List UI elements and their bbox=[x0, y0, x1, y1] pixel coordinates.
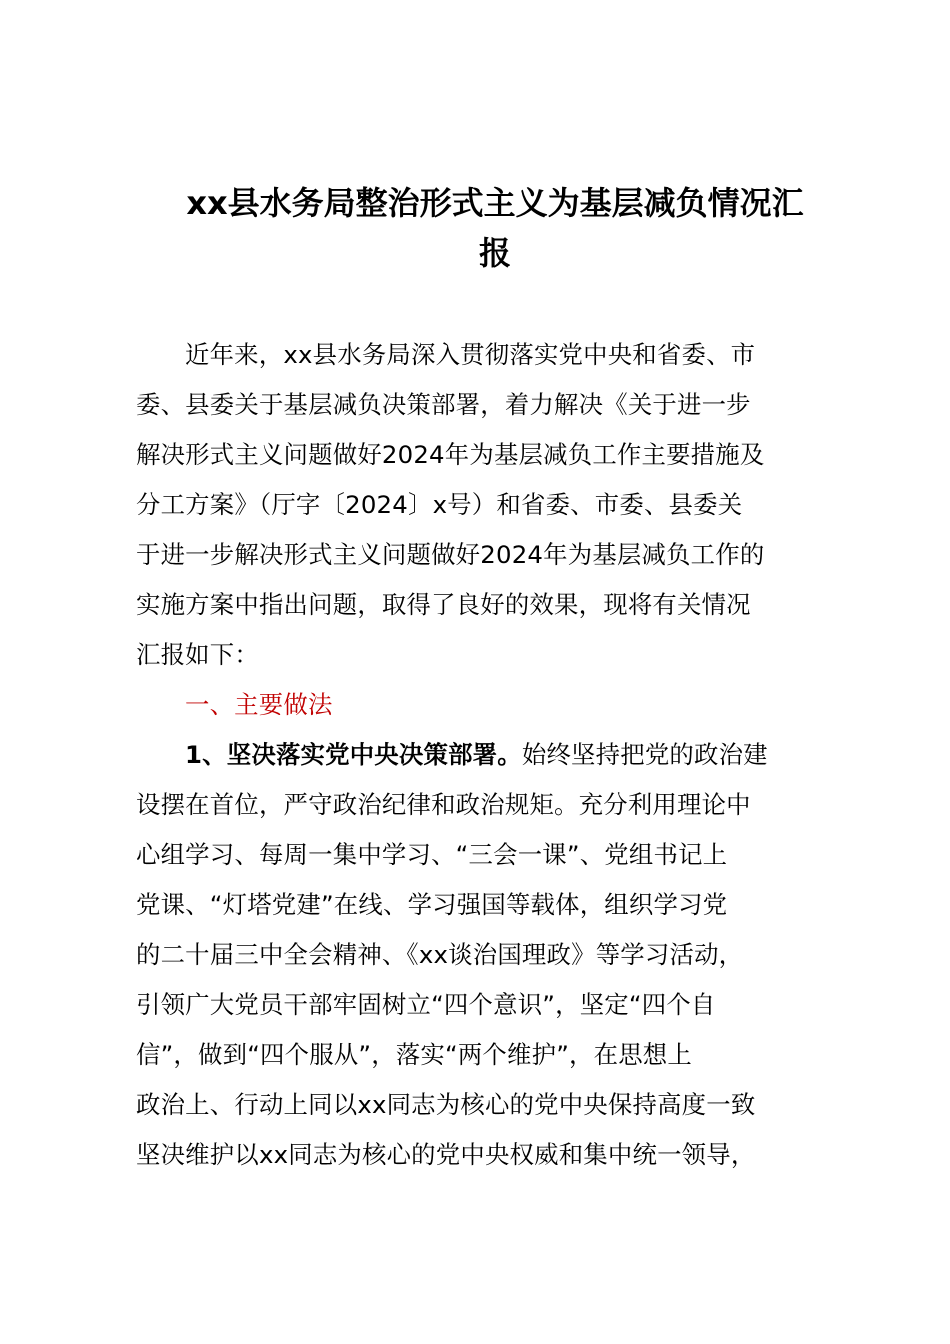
intro-line-1: 近年来，xx县水务局深入贯彻落实党中央和省委、市 bbox=[185, 340, 756, 369]
point1-line-6: 引领广大党员干部牢固树立“四个意识”，坚定“四个自 bbox=[136, 990, 716, 1019]
section-heading: 一、主要做法 bbox=[185, 690, 333, 719]
point1-line-2: 设摆在首位，严守政治纪律和政治规矩。充分利用理论中 bbox=[136, 790, 751, 819]
document-title-line-2: 报 bbox=[478, 234, 511, 272]
intro-line-3: 解决形式主义问题做好2024年为基层减负工作主要措施及 bbox=[136, 440, 765, 469]
point1-line-3: 心组学习、每周一集中学习、“三会一课”、党组书记上 bbox=[136, 840, 728, 869]
intro-line-4: 分工方案》（厅字〔2024〕x号）和省委、市委、县委关 bbox=[136, 490, 743, 519]
intro-line-2: 委、县委关于基层减负决策部署，着力解决《关于进一步 bbox=[136, 390, 751, 419]
point1-line-9: 坚决维护以xx同志为核心的党中央权威和集中统一领导， bbox=[136, 1140, 756, 1169]
point1-line-7: 信”，做到“四个服从”，落实“两个维护”，在思想上 bbox=[136, 1040, 692, 1069]
intro-line-6: 实施方案中指出问题，取得了良好的效果，现将有关情况 bbox=[136, 590, 751, 619]
point1-first-line bbox=[185, 740, 768, 770]
intro-line-5: 于进一步解决形式主义问题做好2024年为基层减负工作的 bbox=[136, 540, 765, 569]
point1-bold-lead: 1、坚决落实党中央决策部署。 bbox=[185, 740, 522, 769]
point1-first-text: 始终坚持把党的政治建 bbox=[521, 740, 768, 769]
point1-line-8: 政治上、行动上同以xx同志为核心的党中央保持高度一致 bbox=[136, 1090, 756, 1119]
document-title-line-1: xx县水务局整治形式主义为基层减负情况汇 bbox=[186, 184, 804, 222]
point1-line-4: 党课、“灯塔党建”在线、学习强国等载体，组织学习党 bbox=[136, 890, 728, 919]
intro-line-7: 汇报如下： bbox=[136, 640, 259, 669]
point1-line-5: 的二十届三中全会精神、《xx谈治国理政》等学习活动， bbox=[136, 940, 744, 969]
